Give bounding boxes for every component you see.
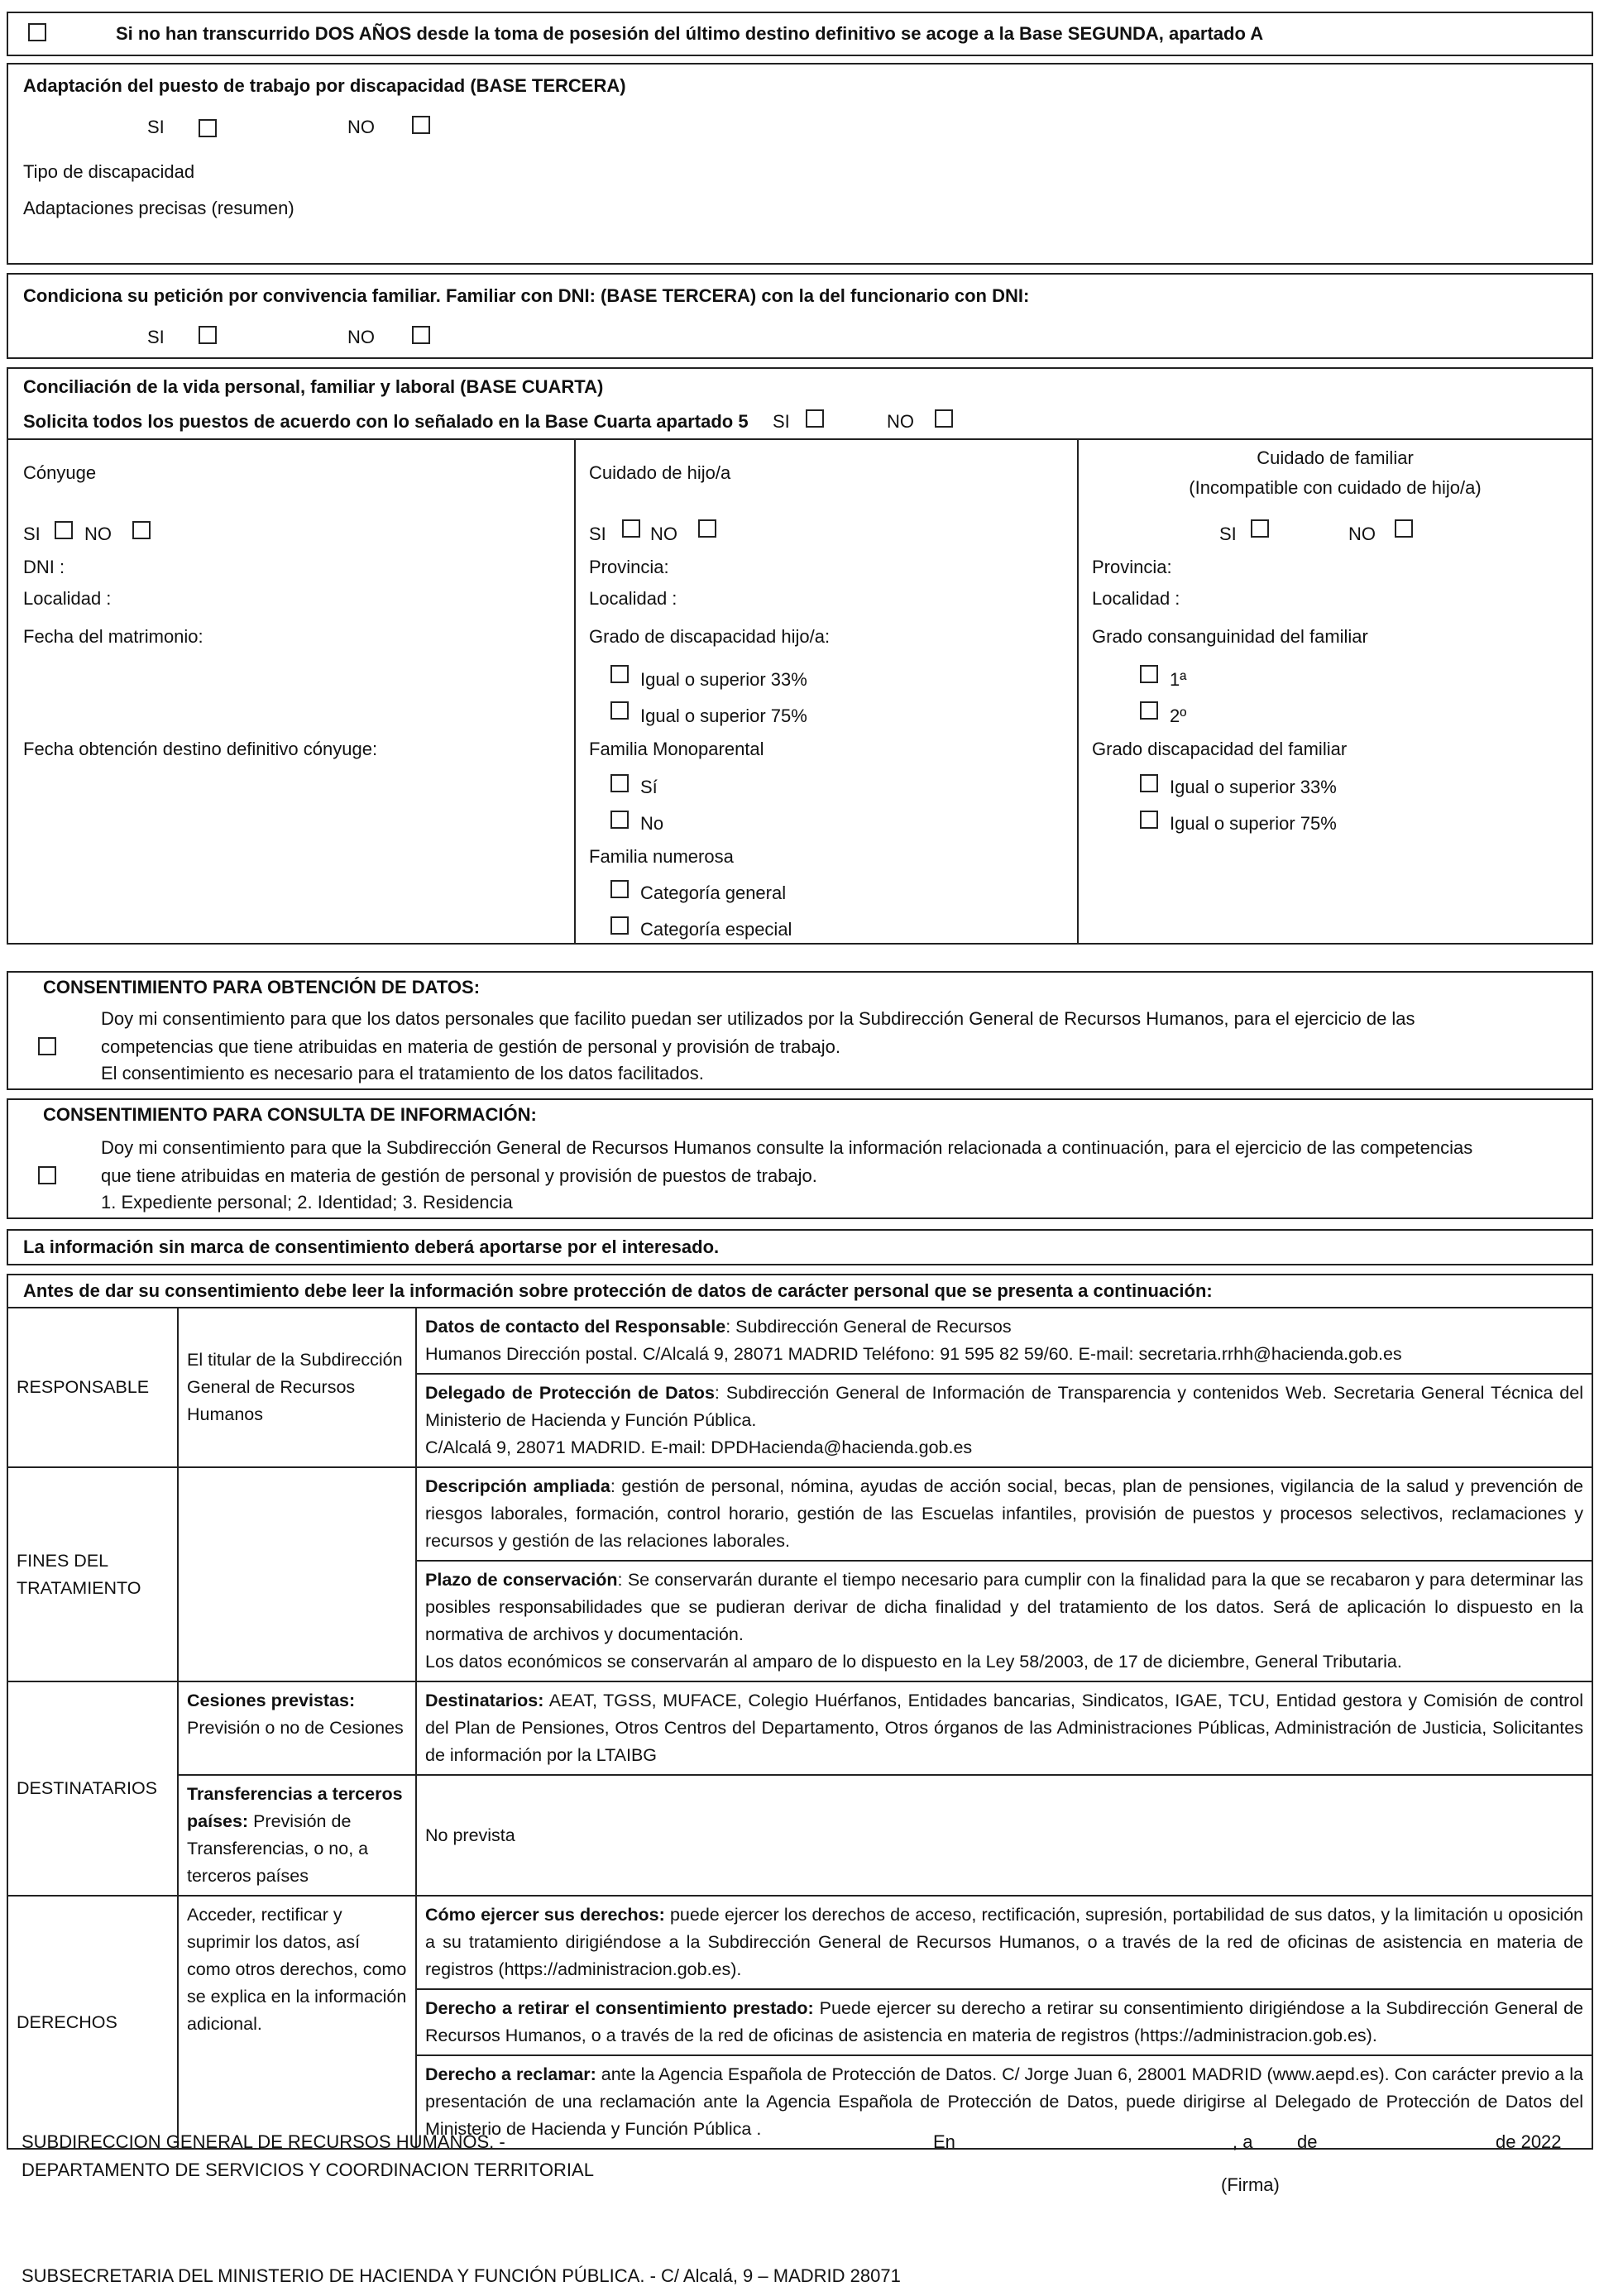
fines-label: FINES DEL TRATAMIENTO [7,1467,178,1681]
derechos-reclamar [416,2055,1592,2149]
familiar-grado-75-checkbox[interactable] [1140,811,1158,829]
consentimiento-consulta-section [7,1098,1593,1219]
consentimiento-obtencion-line1: Doy mi consentimiento para que los datos personales que facilito puedan ser utilizados por la Subdirección General de Recursos Humanos, para el ejercicio de las [101,1008,1415,1029]
top-option-label: Si no han transcurrido DOS AÑOS desde la toma de posesión del último destino definitivo se acoge a la Base SEGUNDA, apartado A [116,23,1264,44]
adaptaciones-label: Adaptaciones precisas (resumen) [23,198,294,218]
familiar-segundo-checkbox[interactable] [1140,701,1158,720]
hijo-localidad-label: Localidad : [589,588,677,609]
destinatarios-cesiones [178,1681,416,1775]
tipo-discapacidad-label: Tipo de discapacidad [23,161,195,182]
hijo-si-checkbox[interactable] [622,519,640,538]
conciliacion-title: Conciliación de la vida personal, familiar y laboral (BASE CUARTA) [23,376,604,397]
responsable-dpd-label: Delegado de Protección de Datos [425,1383,715,1403]
conyuge-no-checkbox[interactable] [132,521,151,539]
conciliacion-si-checkbox[interactable] [806,409,824,428]
familiar-grado-33-checkbox[interactable] [1140,774,1158,792]
fines-plazo-label: Plazo de conservación [425,1570,618,1590]
consentimiento-obtencion-line2: competencias que tiene atribuidas en materia de gestión de personal y provisión de trabajo. [101,1036,840,1057]
hijo-cat-general-label: Categoría general [640,883,787,903]
conciliacion-no-checkbox[interactable] [935,409,953,428]
conyuge-header: Cónyuge [23,462,97,483]
adaptacion-si-label: SI [147,117,165,137]
proteccion-datos-section [7,1274,1593,2139]
destinatarios-transf-text: Previsión de Transferencias, o no, a terceros países [187,1811,369,1886]
convivencia-no-label: NO [347,327,375,347]
adaptacion-section [7,63,1593,265]
derechos-ejercer [416,1896,1592,1989]
familiar-grado-75-label: Igual o superior 75% [1170,813,1337,834]
aviso-marca-box [7,1229,1593,1265]
hijo-no-checkbox[interactable] [698,519,716,538]
familiar-no-checkbox[interactable] [1395,519,1413,538]
hijo-mono-si-label: Sí [640,777,658,797]
footer-en-label: En [933,2131,955,2152]
derechos-retirar-label: Derecho a retirar el consentimiento prestado: [425,1998,814,2018]
footer-address: SUBSECRETARIA DEL MINISTERIO DE HACIENDA Y FUNCIÓN PÚBLICA. - C/ Alcalá, 9 – MADRID 28071 [22,2265,901,2286]
aviso-marca-text: La información sin marca de consentimiento deberá aportarse por el interesado. [23,1236,720,1257]
hijo-grado-label: Grado de discapacidad hijo/a: [589,626,831,647]
conyuge-no-label: NO [84,524,112,544]
convivencia-section [7,273,1593,359]
conyuge-fecha-matrimonio-label: Fecha del matrimonio: [23,626,203,647]
consentimiento-obtencion-line3: El consentimiento es necesario para el tratamiento de los datos facilitados. [101,1063,704,1083]
fines-mid [178,1467,416,1681]
fines-desc-label: Descripción ampliada [425,1476,610,1496]
derechos-mid: Acceder, rectificar y suprimir los datos, así como otros derechos, como se explica en la información adicional. [178,1896,416,2149]
familiar-header-2: (Incompatible con cuidado de hijo/a) [1189,477,1482,498]
conciliacion-col-divider-2 [1077,438,1079,943]
derechos-retirar-text: Puede ejercer su derecho a retirar su consentimiento dirigiéndose a la Subdirección General de Recursos Humanos, o a través de la red de oficinas de asistencia en materia de registros (https://administracion.gob.es). [425,1998,1583,2045]
convivencia-si-label: SI [147,327,165,347]
responsable-contacto-text1: : Subdirección General de Recursos [725,1317,1012,1337]
responsable-contacto [416,1308,1592,1374]
conciliacion-col-divider-1 [574,438,576,943]
familiar-consanguinidad-label: Grado consanguinidad del familiar [1092,626,1368,647]
familiar-si-checkbox[interactable] [1251,519,1269,538]
responsable-dpd-text: : Subdirección General de Información de Transparencia y contenidos Web. Secretaria General Técnica del Ministerio de Hacienda y Función Pública. [425,1383,1583,1430]
hijo-cat-especial-checkbox[interactable] [610,916,629,935]
destinatarios-cesiones-text: Previsión o no de Cesiones [187,1718,404,1738]
hijo-grado-33-checkbox[interactable] [610,665,629,683]
adaptacion-title: Adaptación del puesto de trabajo por discapacidad (BASE TERCERA) [23,75,626,96]
destinatarios-transferencias [178,1775,416,1896]
fines-descripcion [416,1467,1592,1561]
adaptacion-no-checkbox[interactable] [412,116,430,134]
familiar-primero-label: 1ª [1170,669,1187,690]
consentimiento-consulta-title: CONSENTIMIENTO PARA CONSULTA DE INFORMACIÓN: [43,1104,537,1125]
footer-firma-label: (Firma) [1221,2174,1280,2195]
proteccion-header: Antes de dar su consentimiento debe leer la información sobre protección de datos de carácter personal que se presenta a continuación: [23,1280,1213,1301]
consentimiento-consulta-line2: que tiene atribuidas en materia de gestión de personal y provisión de puestos de trabajo. [101,1165,817,1186]
convivencia-no-checkbox[interactable] [412,326,430,344]
convivencia-si-checkbox[interactable] [199,326,217,344]
conyuge-si-label: SI [23,524,41,544]
top-option-checkbox[interactable] [28,23,46,41]
conciliacion-si-label: SI [773,411,790,432]
footer-org-line2: DEPARTAMENTO DE SERVICIOS Y COORDINACION TERRITORIAL [22,2160,594,2180]
hijo-si-label: SI [589,524,606,544]
hijo-cat-especial-label: Categoría especial [640,919,792,940]
hijo-grado-75-label: Igual o superior 75% [640,706,807,726]
hijo-numerosa-label: Familia numerosa [589,846,734,867]
consentimiento-obtencion-section [7,971,1593,1090]
consentimiento-consulta-line3: 1. Expediente personal; 2. Identidad; 3. Residencia [101,1192,513,1213]
destinatarios-detalle [416,1681,1592,1775]
hijo-provincia-label: Provincia: [589,557,669,577]
consentimiento-consulta-line1: Doy mi consentimiento para que la Subdirección General de Recursos Humanos consulte la información relacionada a continuación, para el ejercicio de las competencias [101,1137,1473,1158]
responsable-dpd [416,1374,1592,1467]
destinatarios-dest-label: Destinatarios: [425,1691,544,1710]
familiar-si-label: SI [1219,524,1237,544]
familiar-discapacidad-label: Grado discapacidad del familiar [1092,739,1348,759]
hijo-no-label: NO [650,524,677,544]
familiar-no-label: NO [1348,524,1376,544]
conyuge-localidad-label: Localidad : [23,588,112,609]
footer-a-label: , a [1233,2131,1253,2152]
derechos-label: DERECHOS [7,1896,178,2149]
top-option-box [7,12,1593,56]
destinatarios-label: DESTINATARIOS [7,1681,178,1896]
responsable-label: RESPONSABLE [7,1308,178,1467]
familiar-grado-33-label: Igual o superior 33% [1170,777,1337,797]
familiar-primero-checkbox[interactable] [1140,665,1158,683]
conciliacion-subtitle: Solicita todos los puestos de acuerdo con lo señalado en la Base Cuarta apartado 5 [23,411,749,432]
consentimiento-obtencion-title: CONSENTIMIENTO PARA OBTENCIÓN DE DATOS: [43,977,481,997]
fines-desc-text: : gestión de personal, nómina, ayudas de acción social, becas, plan de pensiones, vigilancia de la salud y prevención de riesgos laborales, formación, control horario, gestión de las Escuelas infantiles, provisión de puestos y procesos selectivos, reclamaciones y recursos y gestión de las relaciones laborales. [425,1476,1583,1551]
hijo-monoparental-label: Familia Monoparental [589,739,764,759]
hijo-grado-33-label: Igual o superior 33% [640,669,807,690]
hijo-cat-general-checkbox[interactable] [610,880,629,898]
responsable-contacto-text2: Humanos Dirección postal. C/Alcalá 9, 28071 MADRID Teléfono: 91 595 82 59/60. E-mail: secretaria.rrhh@hacienda.gob.es [425,1344,1402,1364]
hijo-header: Cuidado de hijo/a [589,462,731,483]
responsable-dpd-text2: C/Alcalá 9, 28071 MADRID. E-mail: DPDHacienda@hacienda.gob.es [425,1437,973,1457]
derechos-ejercer-text: puede ejercer los derechos de acceso, rectificación, supresión, portabilidad de sus datos, y la limitación u oposición a su tratamiento dirigiéndose a la Subdirección General de Recursos Humanos, o a través de la red de oficinas de asistencia en materia de registros (https://administracion.gob.es). [425,1905,1583,1979]
fines-plazo [416,1561,1592,1681]
familiar-localidad-label: Localidad : [1092,588,1180,609]
destinatarios-transf-label: Transferencias a terceros países: [187,1784,403,1831]
derechos-retirar [416,1989,1592,2055]
footer-de-label: de [1297,2131,1318,2152]
fines-plazo-text: : Se conservarán durante el tiempo necesario para cumplir con la finalidad para la que se recabaron y para determinar las posibles responsabilidades que se pudieran derivar de dicha finalidad y del tratamiento de los datos. Será de aplicación lo dispuesto en la normativa de archivos y documentación. [425,1570,1583,1644]
footer-year-label: de 2022 [1496,2131,1562,2152]
conciliacion-section [7,367,1593,945]
responsable-contacto-label: Datos de contacto del Responsable [425,1317,726,1337]
derechos-reclamar-text: ante la Agencia Española de Protección de Datos. C/ Jorge Juan 6, 28001 MADRID (www.aepd.es). Con carácter previo a la presentación de una reclamación ante la Agencia Española de Protección de Datos, puede dirigirse al Delegado de Protección de Datos del Ministerio de Hacienda y Función Pública . [425,2064,1583,2139]
familiar-provincia-label: Provincia: [1092,557,1172,577]
responsable-mid: El titular de la Subdirección General de Recursos Humanos [178,1308,416,1467]
hijo-mono-no-label: No [640,813,664,834]
derechos-reclamar-label: Derecho a reclamar: [425,2064,596,2084]
consentimiento-obtencion-checkbox[interactable] [38,1037,56,1055]
adaptacion-no-label: NO [347,117,375,137]
conyuge-si-checkbox[interactable] [55,521,73,539]
destinatarios-cesiones-label: Cesiones previstas: [187,1691,356,1710]
destinatarios-no-prevista: No prevista [416,1775,1592,1896]
adaptacion-si-checkbox[interactable] [199,119,217,137]
proteccion-table [7,1307,1593,2150]
familiar-segundo-label: 2º [1170,706,1187,726]
hijo-mono-no-checkbox[interactable] [610,811,629,829]
conciliacion-no-label: NO [887,411,914,432]
fines-plazo-text2: Los datos económicos se conservarán al amparo de lo dispuesto en la Ley 58/2003, de 17 de diciembre, General Tributaria. [425,1652,1402,1672]
conyuge-dni-label: DNI : [23,557,65,577]
derechos-ejercer-label: Cómo ejercer sus derechos: [425,1905,665,1925]
convivencia-title: Condiciona su petición por convivencia familiar. Familiar con DNI: (BASE TERCERA) con la del funcionario con DNI: [23,285,1030,306]
destinatarios-dest-text: AEAT, TGSS, MUFACE, Colegio Huérfanos, Entidades bancarias, Sindicatos, IGAE, TCU, Entidad gestora y Comisión de control del Plan de Pensiones, Otros Centros del Departamento, Otros órganos de las Administraciones Públicas, Administración de Justicia, Solicitantes de información por la LTAIBG [425,1691,1583,1765]
hijo-mono-si-checkbox[interactable] [610,774,629,792]
familiar-header-1: Cuidado de familiar [1257,447,1414,468]
footer-org-line1: SUBDIRECCION GENERAL DE RECURSOS HUMANOS. - [22,2131,505,2152]
conyuge-fecha-destino-label: Fecha obtención destino definitivo cónyuge: [23,739,378,759]
consentimiento-consulta-checkbox[interactable] [38,1166,56,1184]
conciliacion-grid-top [8,438,1592,440]
hijo-grado-75-checkbox[interactable] [610,701,629,720]
